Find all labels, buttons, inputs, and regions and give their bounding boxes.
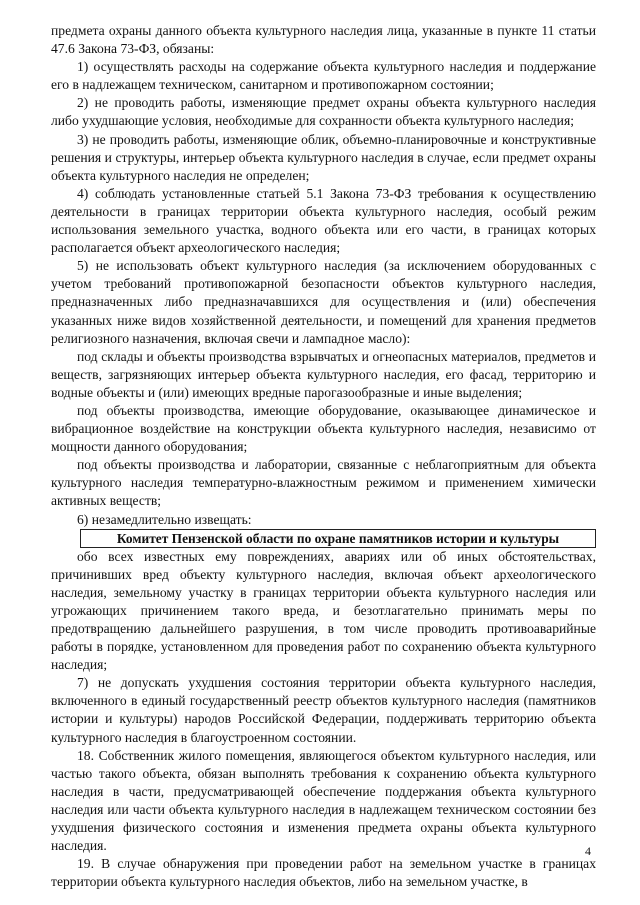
paragraph-item-5: 5) не использовать объект культурного наследия (за исключением оборудованных с учетом требований противопожарной безопасности объектов культурного наследия, предназначенных либо предназначавшихся для осуществления и (или) обеспечения указанных ниже видов хозяйственной деятельности, и помещений для хранения предметов религиозного назначения, включая свечи и лампадное масло): bbox=[51, 258, 596, 346]
committee-name-box: Комитет Пензенской области по охране памятников истории и культуры bbox=[80, 529, 596, 548]
document-page bbox=[51, 22, 596, 891]
paragraph-item-4: 4) соблюдать установленные статьей 5.1 Закона 73-ФЗ требования к осуществлению деятельности в границах территории объекта культурного наследия, особый режим использования земельного участка, водного объекта или его части, в границах которых располагается объект археологического наследия; bbox=[51, 185, 596, 256]
paragraph-intro: предмета охраны данного объекта культурного наследия лица, указанные в пункте 11 статьи 47.6 Закона 73-ФЗ, обязаны: bbox=[51, 23, 596, 57]
page-number: 4 bbox=[585, 844, 591, 858]
paragraph-item-2: 2) не проводить работы, изменяющие предмет охраны объекта культурного наследия либо ухудшающие условия, необходимые для сохранности объекта культурного наследия; bbox=[51, 95, 596, 129]
paragraph-item-7: 7) не допускать ухудшения состояния территории объекта культурного наследия, включенного в единый государственный реестр объектов культурного наследия (памятников истории и культуры) народов Российской Федерации, поддерживать территорию объекта культурного наследия в благоустроенном состоянии. bbox=[51, 675, 596, 745]
paragraph-notification: обо всех известных ему повреждениях, авариях или об иных обстоятельствах, причинивших вред объекту культурного наследия, включая объект археологического наследия, земельному участку в границах территории объекта культурного наследия или угрожающих причинением такого вреда, и безотлагательно принимать меры по предотвращению дальнейшего разрушения, в том числе проводить противоаварийные работы в порядке, установленном для проведения работ по сохранению объекта культурного наследия; bbox=[51, 548, 596, 673]
paragraph-item-1: 1) осуществлять расходы на содержание объекта культурного наследия и поддержание его в надлежащем техническом, санитарном и противопожарном состоянии; bbox=[51, 59, 596, 93]
paragraph-18: 18. Собственник жилого помещения, являющегося объектом культурного наследия, или частью такого объекта, обязан выполнять требования к сохранению объекта культурного наследия в части, предусматривающей обеспечение поддержания объекта культурного наследия или части объекта культурного наследия в надлежащем техническом состоянии без ухудшения физического состояния и изменения предмета охраны объекта культурного наследия. bbox=[51, 747, 596, 854]
paragraph-sub-production: под объекты производства, имеющие оборудование, оказывающее динамическое и вибрационное воздействие на конструкции объекта культурного наследия, независимо от мощности данного оборудования; bbox=[51, 402, 596, 455]
paragraph-sub-storage: под склады и объекты производства взрывчатых и огнеопасных материалов, предметов и веществ, загрязняющих интерьер объекта культурного наследия, его фасад, территорию и водные объекты и (или) имеющих вредные парогазообразные и иные выделения; bbox=[51, 348, 596, 400]
paragraph-item-6: 6) незамедлительно извещать: bbox=[77, 511, 252, 527]
paragraph-sub-laboratories: под объекты производства и лаборатории, связанные с неблагоприятным для объекта культурного наследия температурно-влажностным режимом и применением химически активных веществ; bbox=[51, 457, 596, 509]
paragraph-19: 19. В случае обнаружения при проведении работ на земельном участке в границах территории объекта культурного наследия объектов, либо на земельном участке, в bbox=[51, 856, 596, 890]
paragraph-item-3: 3) не проводить работы, изменяющие облик, объемно-планировочные и конструктивные решения и структуры, интерьер объекта культурного наследия в случае, если предмет охраны объекта культурного наследия не определен; bbox=[51, 131, 596, 183]
